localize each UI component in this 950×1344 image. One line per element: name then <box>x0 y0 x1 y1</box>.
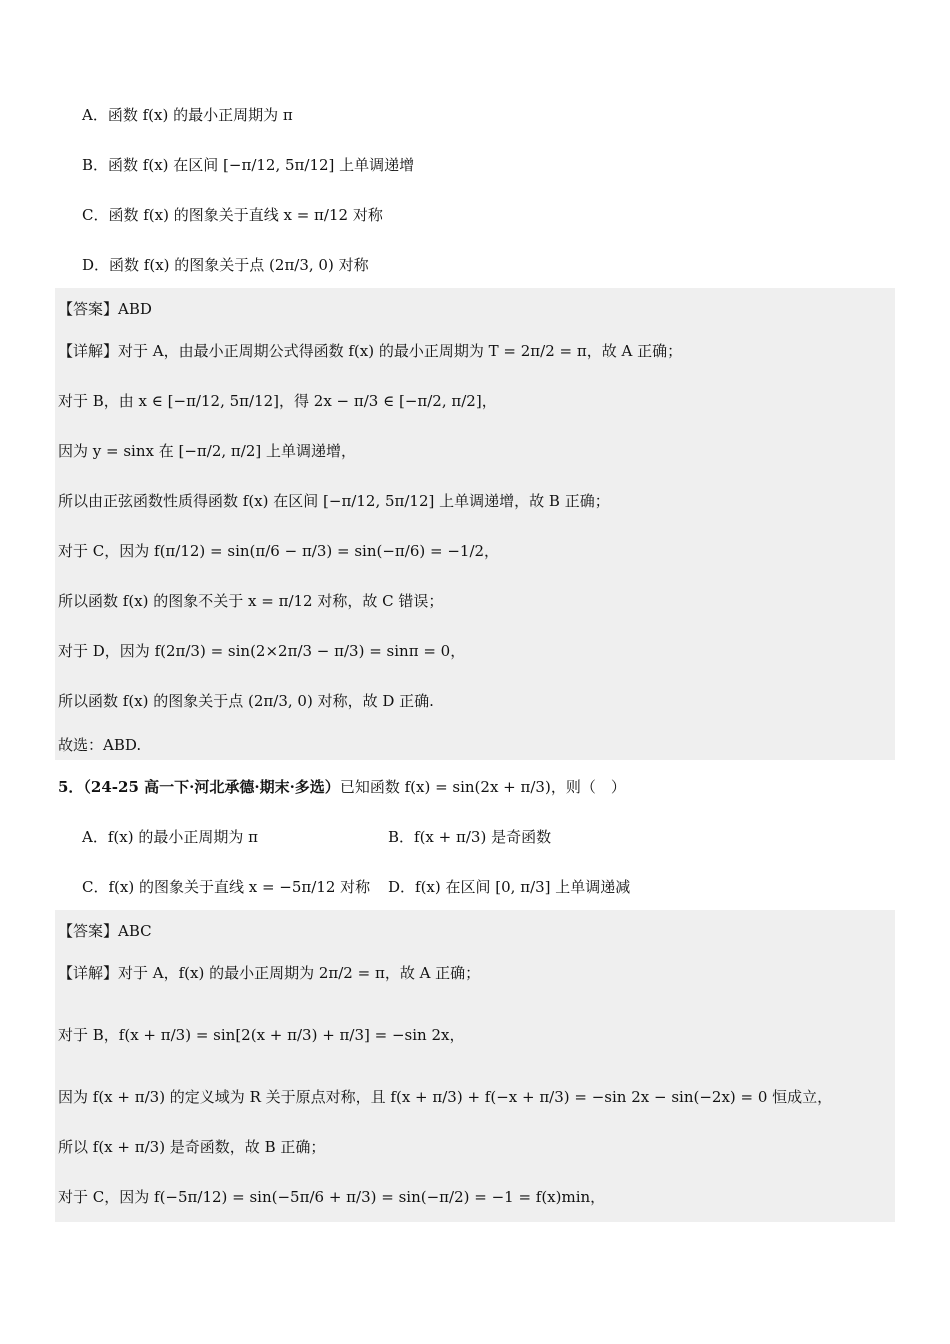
q5-option-d: D．f(x) 在区间 [0, π/3] 上单调递减 <box>388 877 631 896</box>
q4-solution-line: 对于 D，因为 f(2π/3) = sin(2×2π/3 − π/3) = sinπ = 0， <box>58 641 466 660</box>
q4-option-b: B．函数 f(x) 在区间 [−π/12, 5π/12] 上单调递增 <box>82 155 415 174</box>
q4-solution-line: 所以由正弦函数性质得函数 f(x) 在区间 [−π/12, 5π/12] 上单调递增，故 B 正确； <box>58 491 610 510</box>
q4-answer: 【答案】ABD <box>58 299 152 318</box>
q4-solution-line: 所以函数 f(x) 的图象关于点 (2π/3, 0) 对称，故 D 正确. <box>58 691 434 710</box>
q5-solution-line: 因为 f(x + π/3) 的定义域为 R 关于原点对称，且 f(x + π/3) + f(−x + π/3) = −sin 2x − sin(−2x) = 0 恒成立， <box>58 1087 833 1106</box>
q5-solution-line: 所以 f(x + π/3) 是奇函数，故 B 正确； <box>58 1137 326 1156</box>
q5-solution-line: 对于 C，因为 f(−5π/12) = sin(−5π/6 + π/3) = sin(−π/2) = −1 = f(x)min， <box>58 1187 606 1206</box>
q5-solution-line: 对于 B，f(x + π/3) = sin[2(x + π/3) + π/3] = −sin 2x， <box>58 1025 465 1044</box>
q5-option-b: B．f(x + π/3) 是奇函数 <box>388 827 552 846</box>
q4-solution-line: 对于 B，由 x ∈ [−π/12, 5π/12]，得 2x − π/3 ∈ [−π/2, π/2]， <box>58 391 497 410</box>
q5-source: 5．（24-25 高一下·河北承德·期末·多选） <box>58 777 340 796</box>
q5-option-a: A．f(x) 的最小正周期为 π <box>82 827 258 846</box>
q4-solution-line: 故选：ABD. <box>58 735 142 754</box>
q4-option-d: D．函数 f(x) 的图象关于点 (2π/3, 0) 对称 <box>82 255 369 274</box>
q5-answer: 【答案】ABC <box>58 921 152 940</box>
q5-stem <box>58 764 626 808</box>
q4-solution-line: 对于 C，因为 f(π/12) = sin(π/6 − π/3) = sin(−π/6) = −1/2， <box>58 541 500 560</box>
q4-option-c: C．函数 f(x) 的图象关于直线 x = π/12 对称 <box>82 205 383 224</box>
q4-solution-line: 【详解】对于 A，由最小正周期公式得函数 f(x) 的最小正周期为 T = 2π/2 = π，故 A 正确； <box>58 341 683 360</box>
q5-solution-line: 【详解】对于 A，f(x) 的最小正周期为 2π/2 = π，故 A 正确； <box>58 963 481 982</box>
q5-option-c: C．f(x) 的图象关于直线 x = −5π/12 对称 <box>82 877 371 896</box>
q4-option-a: A．函数 f(x) 的最小正周期为 π <box>82 105 293 124</box>
q4-solution-line: 所以函数 f(x) 的图象不关于 x = π/12 对称，故 C 错误； <box>58 591 444 610</box>
q4-solution-line: 因为 y = sinx 在 [−π/2, π/2] 上单调递增， <box>58 441 356 460</box>
q5-question: 已知函数 f(x) = sin(2x + π/3)，则（ ） <box>339 777 626 796</box>
